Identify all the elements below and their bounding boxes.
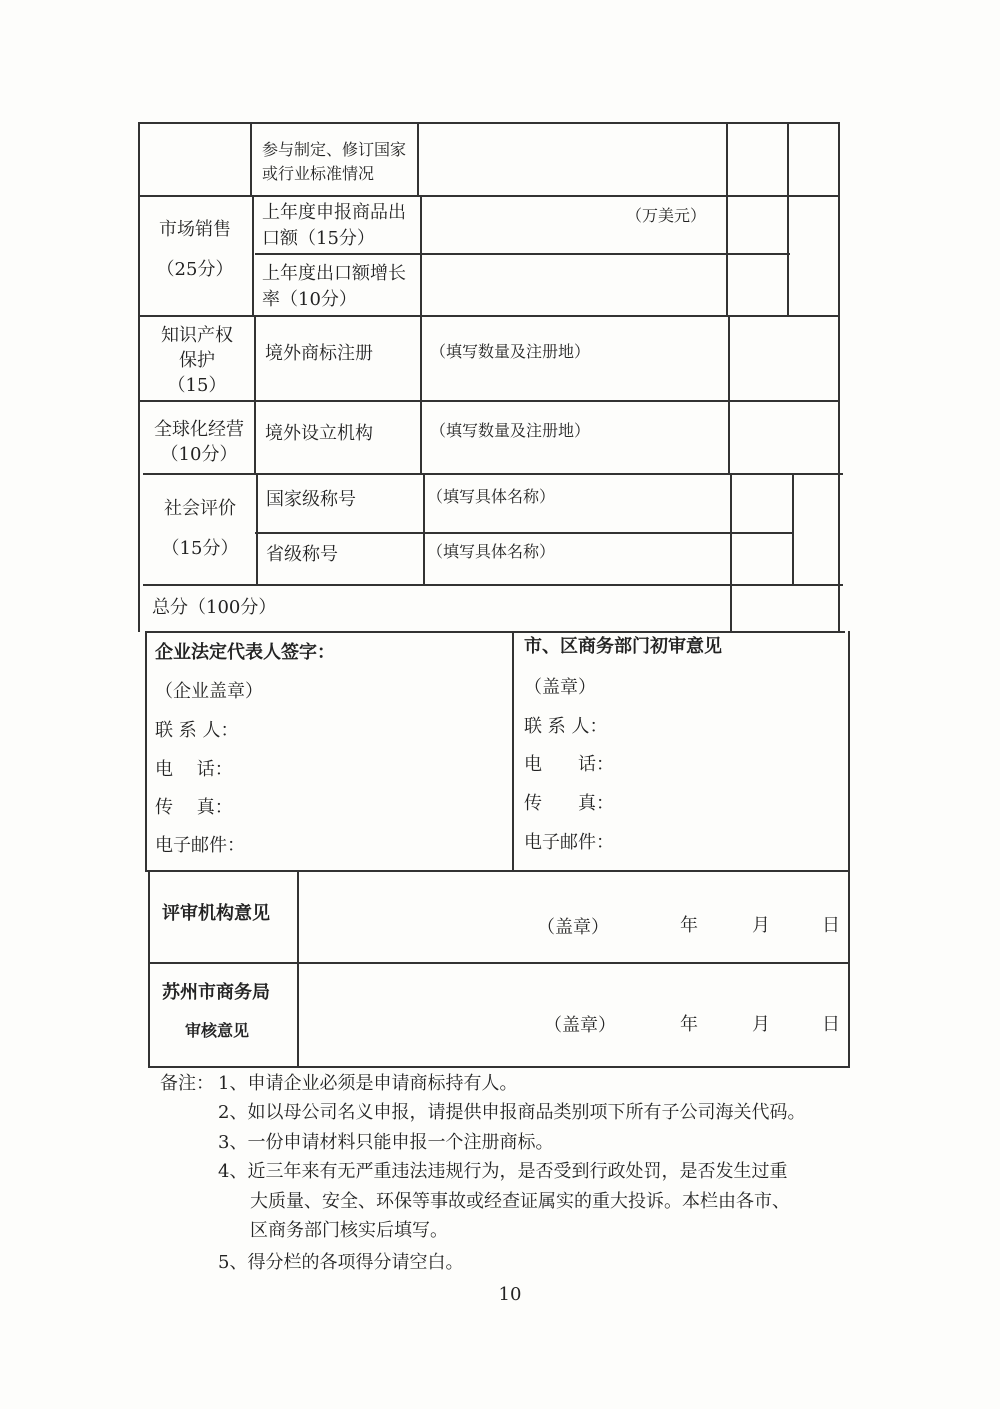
note-item: 3、一份申请材料只能申报一个注册商标。 (218, 1132, 554, 1153)
global-criterion: 境外设立机构 (265, 423, 373, 444)
growth-rate-criterion: 上年度出口额增长率（10分） (262, 263, 406, 310)
export-amount-criterion: 上年度申报商品出口额（15分） (262, 202, 406, 249)
company-seal-label: （企业盖章） (155, 681, 263, 702)
ip-hint: （填写数量及注册地） (430, 342, 591, 361)
left-email-label: 电子邮件： (155, 835, 245, 856)
export-amount-unit: （万美元） (626, 206, 707, 225)
review-agency-opinion-label: 评审机构意见 (162, 903, 270, 924)
global-hint: （填写数量及注册地） (430, 421, 591, 440)
left-fax-label: 传 真： (155, 797, 233, 818)
note-item-continuation: 大质量、安全、环保等事故或经查证属实的重大投诉。本栏由各市、 (250, 1191, 790, 1212)
ip-category-score: （15） (167, 375, 227, 396)
bureau-seal-label: （盖章） (544, 1015, 616, 1036)
national-title-criterion: 国家级称号 (266, 489, 356, 510)
district-commerce-opinion-label: 市、区商务部门初审意见 (524, 636, 722, 657)
ip-category-line1: 知识产权 (161, 325, 233, 346)
right-phone-label: 电 话： (524, 754, 614, 775)
bureau-year-label: 年 (680, 1014, 698, 1035)
page-number: 10 (498, 1284, 522, 1305)
note-item: 1、申请企业必须是申请商标持有人。 (218, 1073, 518, 1094)
global-category: 全球化经营 (154, 419, 244, 440)
note-item: 2、如以母公司名义申报，请提供申报商品类别项下所有子公司海关代码。 (218, 1102, 806, 1123)
right-contact-label: 联 系 人： (524, 716, 608, 737)
legal-rep-signature-label: 企业法定代表人签字： (155, 642, 335, 663)
review-year-label: 年 (680, 915, 698, 936)
bureau-month-label: 月 (752, 1014, 770, 1035)
note-item-continuation: 区商务部门核实后填写。 (250, 1220, 448, 1241)
national-title-hint: （填写具体名称） (427, 487, 556, 506)
social-category: 社会评价 (164, 498, 236, 519)
bureau-label-line1: 苏州市商务局 (162, 982, 270, 1003)
market-category: 市场销售 (159, 219, 231, 240)
market-category-score: （25分） (156, 259, 234, 280)
standards-criterion: 参与制定、修订国家或行业标准情况 (262, 140, 407, 183)
right-seal-label: （盖章） (524, 677, 596, 698)
bureau-day-label: 日 (822, 1014, 840, 1035)
notes-prefix: 备注： (160, 1073, 214, 1094)
note-item: 5、得分栏的各项得分请空白。 (218, 1252, 464, 1273)
right-fax-label: 传 真： (524, 793, 614, 814)
bureau-label-line2: 审核意见 (185, 1021, 250, 1040)
ip-criterion: 境外商标注册 (265, 343, 373, 364)
social-category-score: （15分） (161, 538, 239, 559)
review-seal-label: （盖章） (537, 917, 609, 938)
global-category-score: （10分） (160, 444, 238, 465)
review-month-label: 月 (752, 915, 770, 936)
total-score-label: 总分（100分） (152, 597, 277, 618)
review-day-label: 日 (822, 915, 840, 936)
provincial-title-criterion: 省级称号 (266, 544, 338, 565)
ip-category-line2: 保护 (179, 350, 215, 371)
left-phone-label: 电 话： (155, 759, 233, 780)
left-contact-label: 联 系 人： (155, 720, 239, 741)
note-item: 4、近三年来有无严重违法违规行为，是否受到行政处罚，是否发生过重 (218, 1161, 788, 1182)
right-email-label: 电子邮件： (524, 832, 614, 853)
provincial-title-hint: （填写具体名称） (427, 542, 556, 561)
